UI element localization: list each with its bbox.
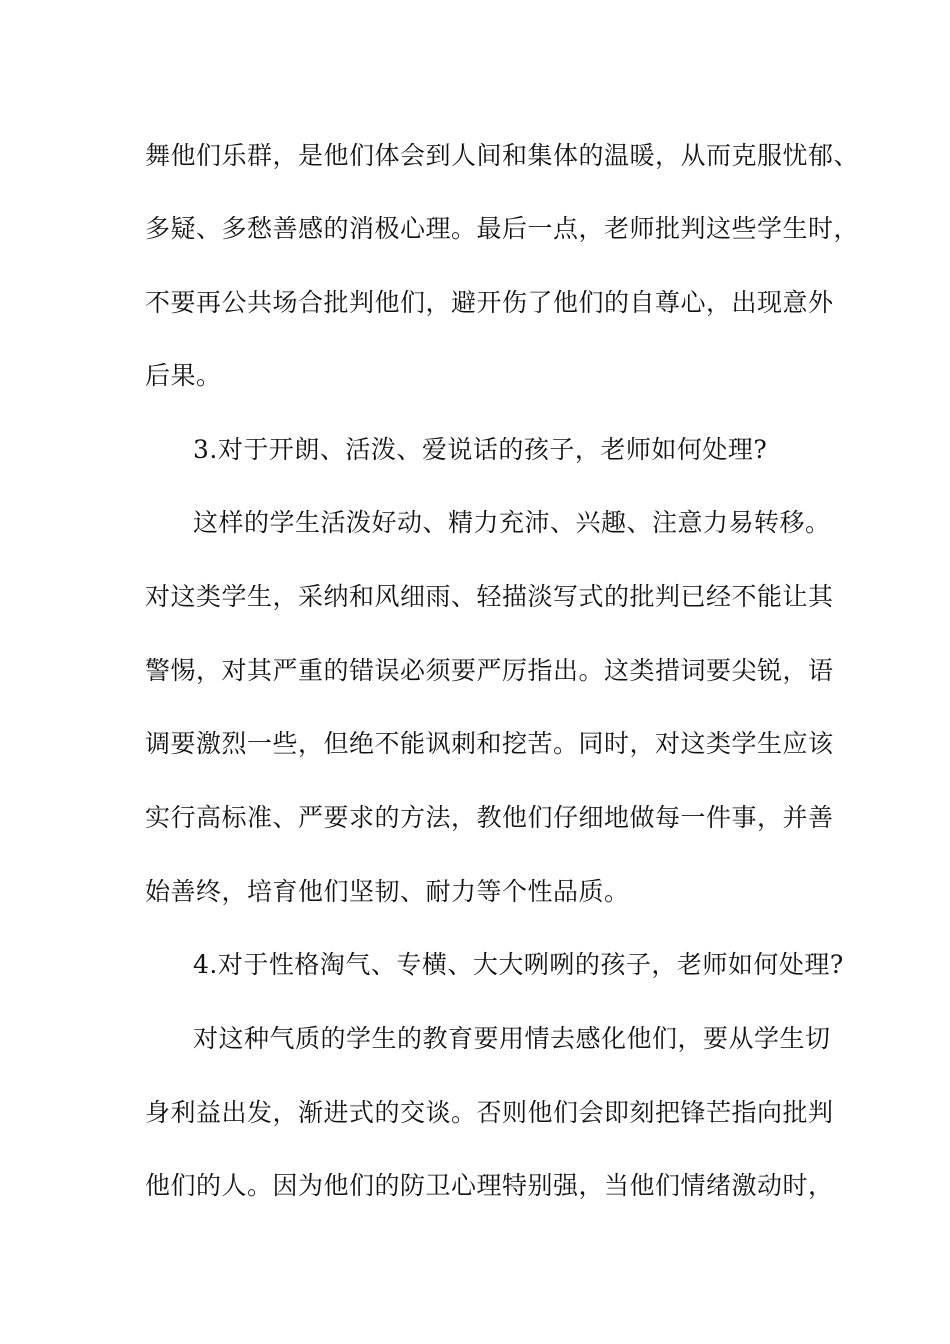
question-heading-3: 3.对于开朗、活泼、爱说话的孩子，老师如何处理?	[193, 435, 768, 464]
text-line: 舞他们乐群，是他们体会到人间和集体的温暖，从而克服忧郁、	[145, 141, 860, 170]
text-line: 警惕，对其严重的错误必须要严厉指出。这类措词要尖锐，语	[145, 656, 834, 685]
text-line: 对这种气质的学生的教育要用情去感化他们，要从学生切	[193, 1024, 831, 1053]
question-heading-4: 4.对于性格淘气、专横、大大咧咧的孩子，老师如何处理?	[193, 950, 844, 979]
text-line: 他们的人。因为他们的防卫心理特别强，当他们情绪激动时，	[145, 1171, 834, 1200]
text-line: 实行高标准、严要求的方法，教他们仔细地做每一件事，并善	[145, 803, 834, 832]
text-line: 调要激烈一些，但绝不能讽刺和挖苦。同时，对这类学生应该	[145, 729, 834, 758]
text-line: 对这类学生，采纳和风细雨、轻描淡写式的批判已经不能让其	[145, 582, 834, 611]
text-line: 身利益出发，渐进式的交谈。否则他们会即刻把锋芒指向批判	[145, 1098, 834, 1127]
text-line: 多疑、多愁善感的消极心理。最后一点，老师批判这些学生时，	[145, 214, 860, 243]
text-line: 这样的学生活泼好动、精力充沛、兴趣、注意力易转移。	[193, 508, 831, 537]
text-line: 不要再公共场合批判他们，避开伤了他们的自尊心，出现意外	[145, 288, 834, 317]
text-line: 后果。	[145, 361, 222, 390]
text-line: 始善终，培育他们坚韧、耐力等个性品质。	[145, 877, 630, 906]
